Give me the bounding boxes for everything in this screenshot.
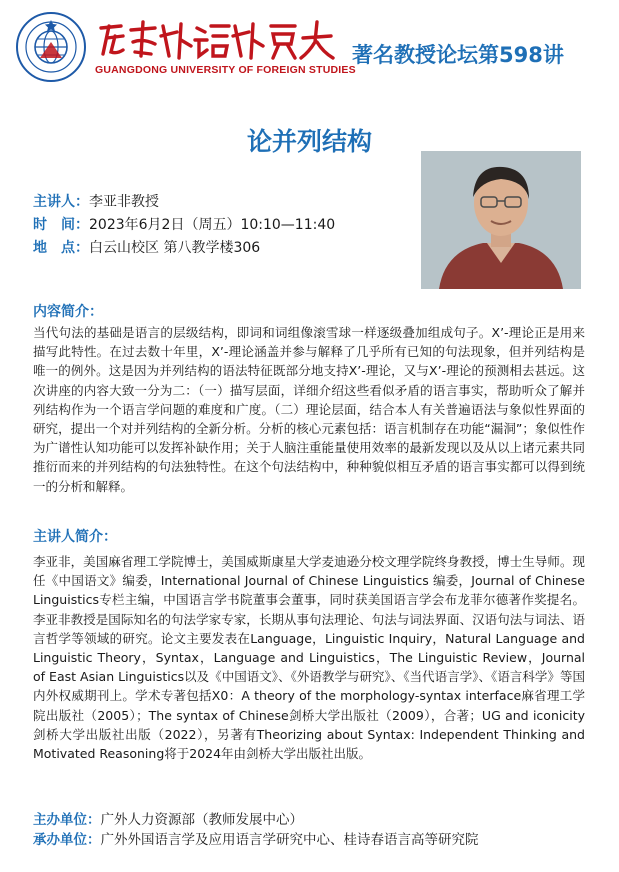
undertaker-line — [33, 828, 479, 848]
host-line — [33, 808, 303, 828]
place-value: 白云山校区 第八教学楼306 — [89, 240, 261, 256]
host-value: 广外人力资源部（教师发展中心） — [100, 812, 303, 828]
poster-header — [0, 0, 619, 92]
speaker-portrait-image — [421, 151, 581, 289]
time-label: 时 间： — [33, 217, 89, 233]
university-calligraphy-logo — [95, 18, 340, 62]
time-value: 2023年6月2日（周五）10:10—11:40 — [89, 217, 336, 233]
content-heading: 内容简介： — [33, 304, 103, 320]
undertaker-label: 承办单位： — [33, 832, 101, 848]
place-line — [33, 237, 260, 257]
bio-paragraph: 李亚非，美国麻省理工学院博士，美国威斯康星大学麦迪逊分校文理学院终身教授，博士生导师。现任《中国语文》编委，International Journal of Chinese Linguistics 编委，Journal of Chinese Linguistics专栏主编，中国语言学书院董事会董事，同时获美国语言学会布龙菲尔德著作奖提名。李亚非教授是国际知名的句法学家专家，长期从事句法理论、句法与词法界面、汉语句法与词法、语言哲学等领域的研究。论文主要发表在Language，Linguistic Inquiry，Natural Language and Linguistic Theory，Syntax，Language and Linguistics，The Linguistic Review，Journal of East Asian Linguistics以及《中国语文》、《外语教学与研究》、《当代语言学》、《语言科学》等国内外权威期刊上。学术专著包括X0：A theory of the morphology-syntax interface麻省理工学院出版社（2005）；The syntax of Chinese剑桥大学出版社（2009），合著；UG and iconicity剑桥大学出版社出版（2022），另著有Theorizing about Syntax: Independent Thinking and Motivated Reasoning将于2024年由剑桥大学出版社出版。 — [33, 554, 585, 762]
bio-heading: 主讲人简介： — [33, 529, 117, 545]
host-label: 主办单位： — [33, 812, 101, 828]
content-paragraph: 当代句法的基础是语言的层级结构，即词和词组像滚雪球一样逐级叠加组成句子。X’-理论正是用来描写此特性。在过去数十年里，X’-理论涵盖并参与解释了几乎所有已知的句法现象，但并列结构是唯一的例外。这是因为并列结构的语法特征既部分地支持X’-理论，又与X’-理论的预测相去甚远。这次讲座的内容大致一分为二：（一）描写层面，详细介绍这些看似矛盾的语言事实，帮助听众了解并列结构作为一个语言学问题的难度和广度。（二）理论层面，结合本人有关普遍语法与象似性界面的研究，提出一个对并列结构的全新分析。分析的核心元素包括：语言机制存在功能“漏洞”；象似性作为广谱性认知功能可以发挥补缺作用；关于人脑注重能量使用效率的最新发现以及从以上诸元素共同推衍而来的并列结构的句法独特性。在这个句法结构中，种种貌似相互矛盾的语言事实都可以得到统一的分析和解释。 — [33, 325, 585, 494]
university-seal-logo — [16, 12, 86, 82]
lecture-title: 论并列结构 — [246, 127, 372, 156]
speaker-label: 主讲人： — [33, 194, 89, 210]
undertaker-value: 广外外国语言学及应用语言学研究中心、桂诗春语言高等研究院 — [100, 832, 479, 848]
university-english-name: GUANGDONG UNIVERSITY OF FOREIGN STUDIES — [95, 64, 356, 76]
speaker-name: 李亚非教授 — [89, 194, 159, 210]
time-line — [33, 214, 335, 234]
speaker-line — [33, 191, 159, 211]
forum-series-title: 著名教授论坛第598讲 — [352, 43, 564, 67]
place-label: 地 点： — [33, 240, 89, 256]
speaker-photo — [421, 151, 581, 289]
